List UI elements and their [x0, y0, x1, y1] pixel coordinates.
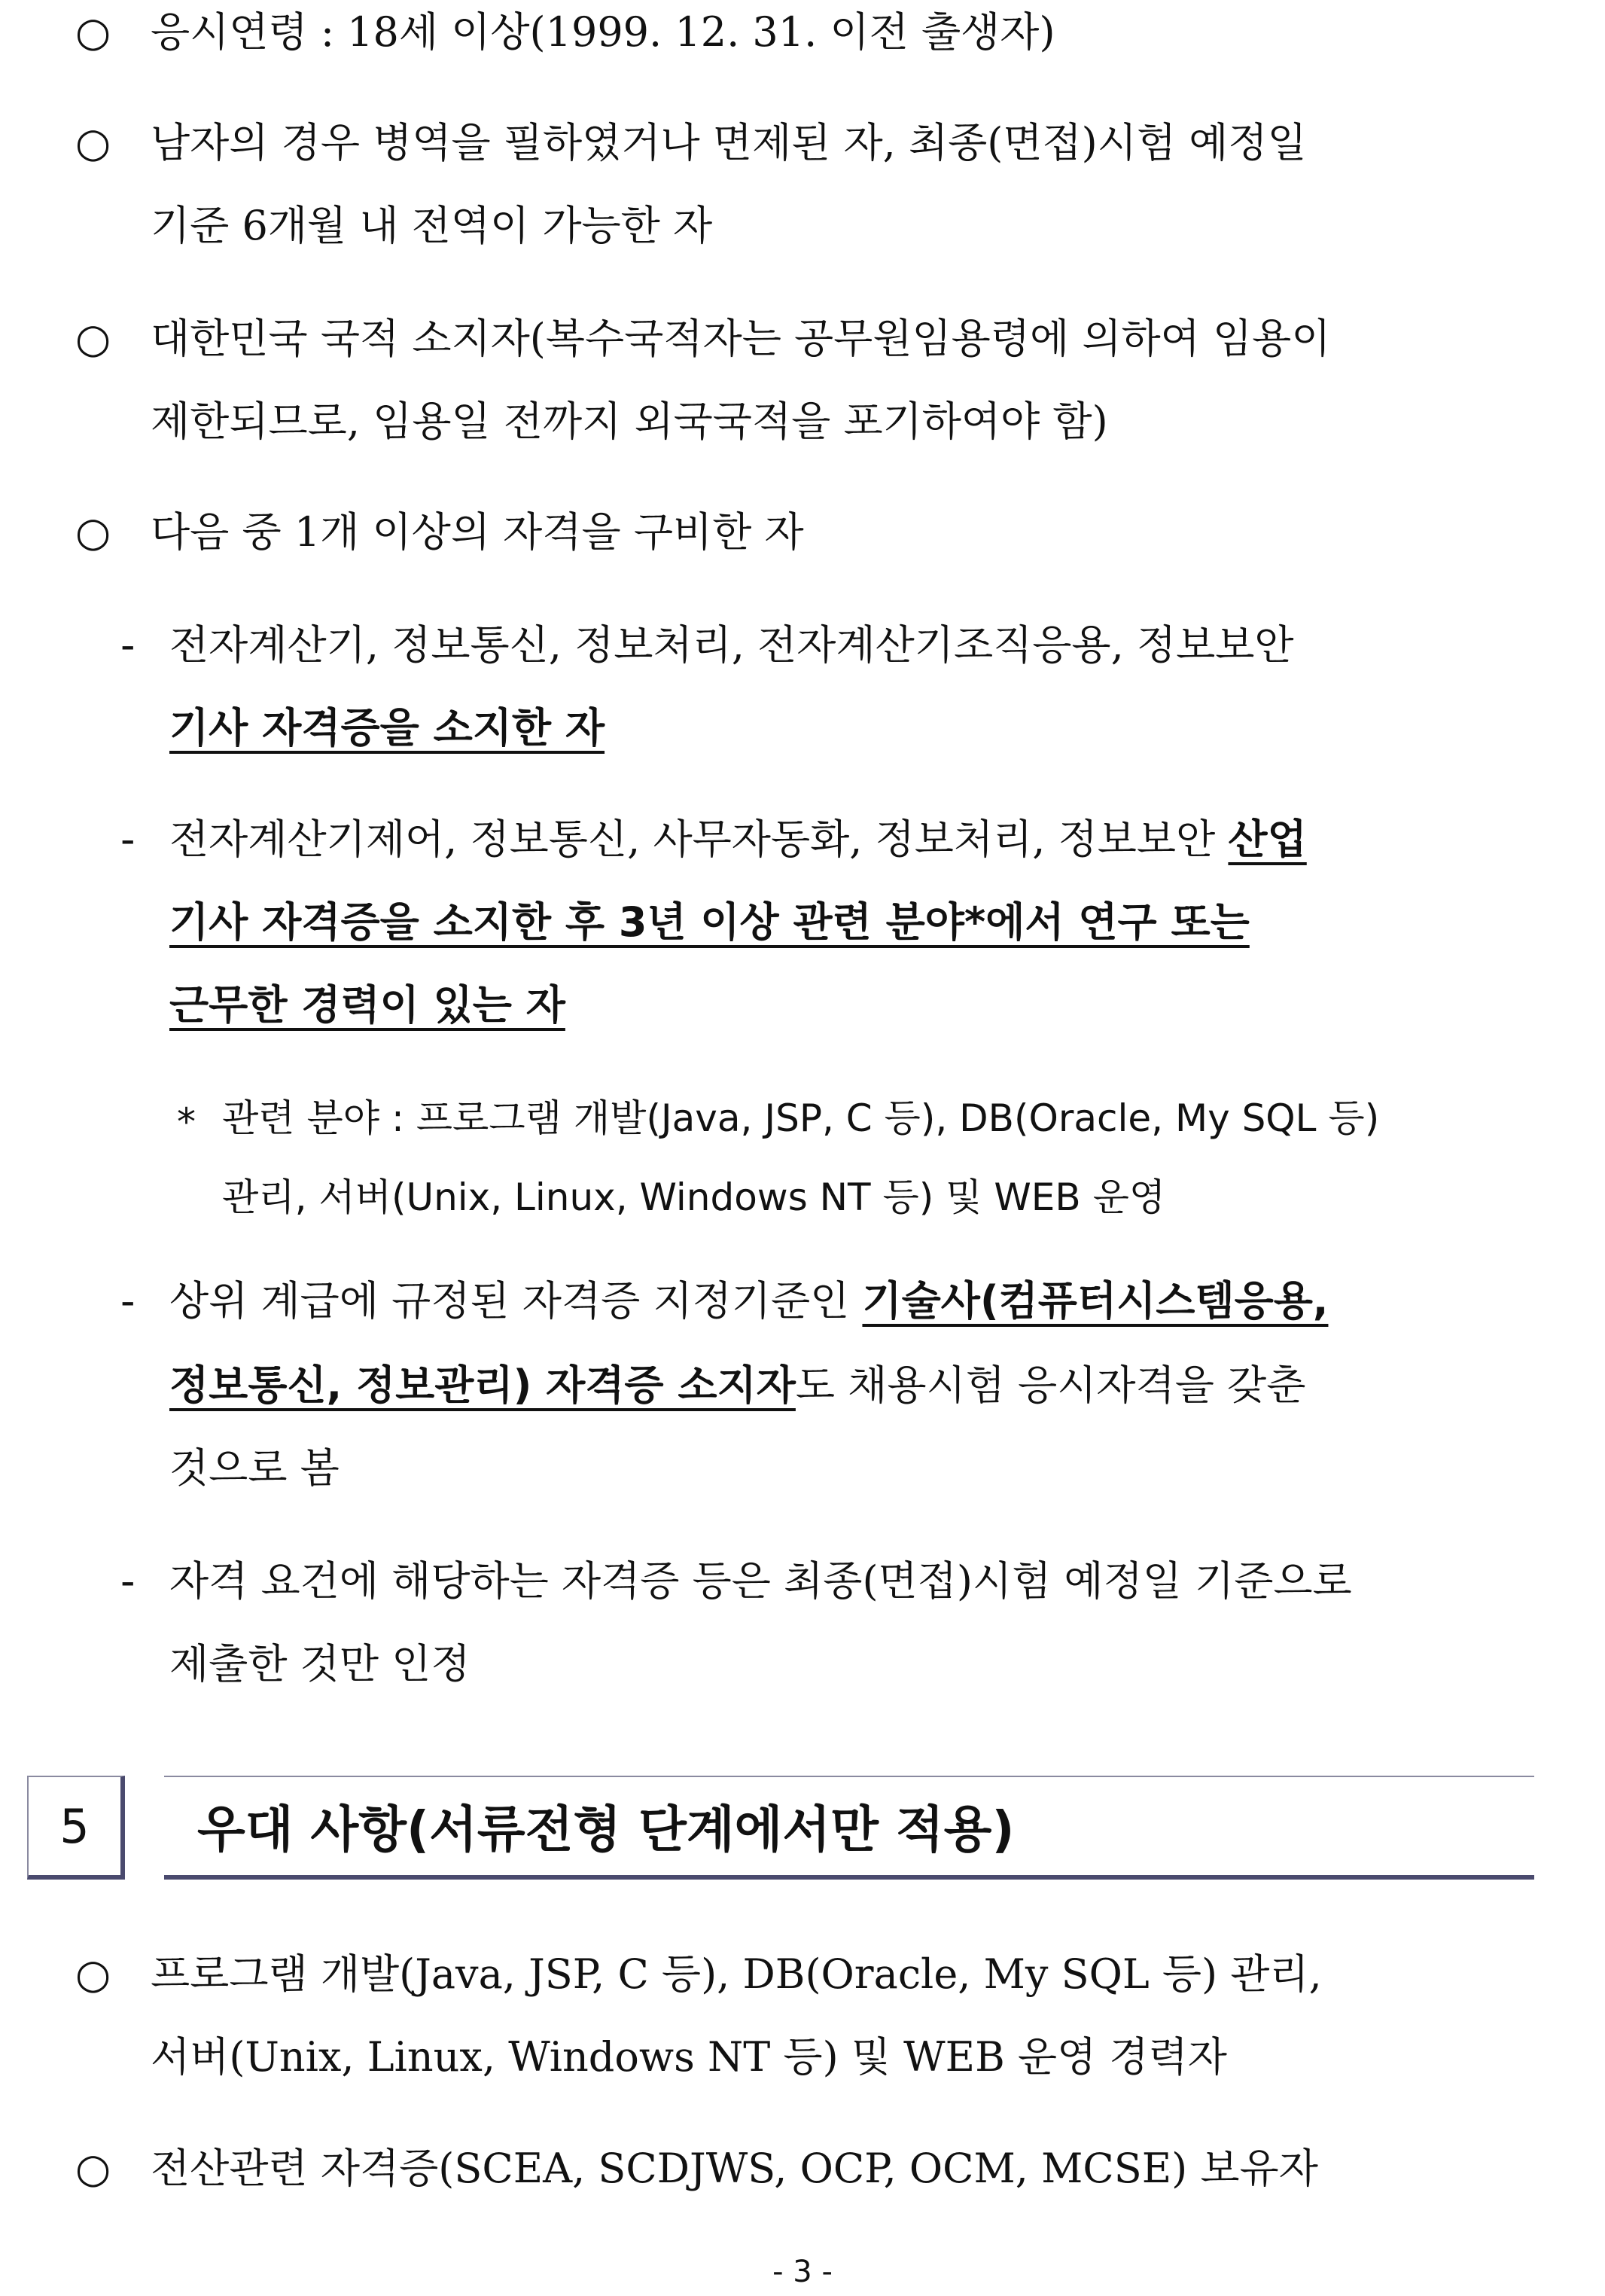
- qualification-3-line2-underlined: 정보통신, 정보관리) 자격증 소지자: [169, 1361, 796, 1409]
- dash-bullet: -: [120, 621, 136, 669]
- related-fields-note-line1: 관련 분야 : 프로그램 개발(Java, JSP, C 등), DB(Oracle, My SQL 등): [222, 1096, 1380, 1140]
- circle-bullet: ○: [75, 119, 111, 166]
- qualification-3-line1: [169, 1275, 1328, 1328]
- qualification-3-line3: 것으로 봄: [169, 1444, 340, 1492]
- section-number: 5: [59, 1798, 90, 1854]
- qualification-1-line1: 전자계산기, 정보통신, 정보처리, 전자계산기조직응용, 정보보안: [169, 621, 1294, 669]
- military-requirement-line2: 기준 6개월 내 전역이 가능한 자: [151, 202, 713, 249]
- qualification-2-line1: [169, 813, 1307, 866]
- military-requirement-line1: 남자의 경우 병역을 필하였거나 면제된 자, 최종(면접)시험 예정일: [151, 119, 1307, 166]
- section-top-rule: [164, 1776, 1534, 1777]
- preference-2: 전산관련 자격증(SCEA, SCDJWS, OCP, OCM, MCSE) 보유자: [151, 2145, 1318, 2192]
- circle-bullet: ○: [75, 1950, 111, 1998]
- qualification-2-line1-text: 전자계산기제어, 정보통신, 사무자동화, 정보처리, 정보보안: [169, 816, 1229, 863]
- qualification-3-line2: [169, 1359, 1305, 1412]
- page-number: - 3 -: [772, 2255, 833, 2289]
- circle-bullet: ○: [75, 315, 111, 362]
- section-title: 우대 사항(서류전형 단계에서만 적용): [197, 1801, 1015, 1858]
- circle-bullet: ○: [75, 508, 111, 556]
- dash-bullet: -: [120, 816, 136, 863]
- related-fields-note-line2: 관리, 서버(Unix, Linux, Windows NT 등) 및 WEB 운영: [222, 1175, 1166, 1219]
- qualification-1-line2: 기사 자격증을 소지한 자: [169, 704, 605, 752]
- qualification-intro: 다음 중 1개 이상의 자격을 구비한 자: [151, 508, 804, 556]
- qualification-2-line1-underlined: 산업: [1228, 816, 1307, 863]
- qualification-2-line3: 근무한 경력이 있는 자: [169, 981, 565, 1029]
- qualification-2-line2: 기사 자격증을 소지한 후 3년 이상 관련 분야*에서 연구 또는: [169, 898, 1250, 946]
- nationality-requirement-line2: 제한되므로, 임용일 전까지 외국국적을 포기하여야 함): [151, 398, 1108, 445]
- qualification-3-line1-text: 상위 계급에 규정된 자격증 지정기준인: [169, 1277, 863, 1325]
- section-bottom-rule: [164, 1875, 1534, 1880]
- preference-1-line1: 프로그램 개발(Java, JSP, C 등), DB(Oracle, My SQL 등) 관리,: [151, 1950, 1322, 1998]
- circle-bullet: ○: [75, 2145, 111, 2192]
- qualification-3-line2-text: 도 채용시험 응시자격을 갖춘: [795, 1361, 1306, 1409]
- age-requirement: 응시연령 : 18세 이상(1999. 12. 31. 이전 출생자): [151, 8, 1055, 56]
- qualification-4-line2: 제출한 것만 인정: [169, 1640, 471, 1688]
- dash-bullet: -: [120, 1557, 136, 1605]
- preference-1-line2: 서버(Unix, Linux, Windows NT 등) 및 WEB 운영 경력자: [151, 2033, 1227, 2081]
- qualification-3-line1-underlined: 기술사(컴퓨터시스템응용,: [862, 1277, 1329, 1325]
- circle-bullet: ○: [75, 8, 111, 56]
- dash-bullet: -: [120, 1277, 136, 1325]
- asterisk-bullet: *: [177, 1100, 196, 1144]
- section-number-box: [27, 1776, 125, 1880]
- qualification-4-line1: 자격 요건에 해당하는 자격증 등은 최종(면접)시험 예정일 기준으로: [169, 1557, 1352, 1605]
- nationality-requirement-line1: 대한민국 국적 소지자(복수국적자는 공무원임용령에 의하여 임용이: [151, 315, 1331, 362]
